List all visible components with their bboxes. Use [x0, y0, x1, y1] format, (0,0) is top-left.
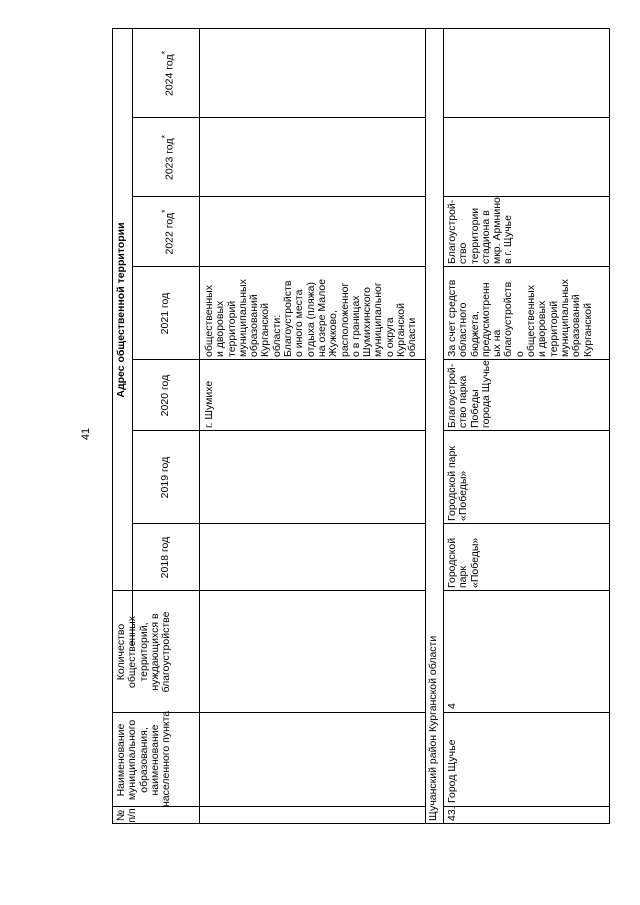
col-line [132, 430, 425, 431]
asterisk: * [160, 209, 170, 213]
address-group-divider [132, 28, 133, 646]
asterisk: * [160, 50, 170, 55]
row2-2022-cell: Благоустрой- ство территории стадиона в мкр. Армнино в г. Щучье [446, 197, 515, 264]
rotated-table [112, 28, 610, 824]
header-bottom-line [199, 28, 200, 824]
col-line [132, 196, 425, 197]
col-line [443, 430, 609, 431]
asterisk: * [160, 134, 170, 139]
row2-2021-cell: За счет средств областного бюджета, предусмотренн ых на благоустройств о общественных и дворовых территорий муниципальных образований Курганской [446, 279, 594, 357]
row2-count: 4 [446, 703, 458, 709]
col-line [443, 712, 609, 713]
table-border-bottom [609, 28, 610, 824]
col-line [132, 266, 425, 267]
col-line [443, 806, 609, 807]
col-line [132, 523, 425, 524]
row2-name: Город Щучье [446, 739, 458, 803]
header-year-2020: 2020 год [159, 374, 171, 417]
page-number: 41 [80, 427, 93, 441]
row2-num: 43. [446, 806, 458, 821]
col-line [132, 117, 425, 118]
row2-2018-cell: Городской парк «Победы» [446, 537, 481, 588]
header-year-2022: 2022 год* [160, 209, 176, 255]
section-bottom-line [443, 28, 444, 824]
row1-2020-cell: г. Шумихе [203, 380, 215, 428]
section-top-line [425, 28, 426, 824]
col-line [443, 590, 609, 591]
header-year-2023: 2023 год* [160, 134, 176, 181]
header-municipality: Наименование муниципального образования, наименование населенного пункта [115, 710, 173, 807]
header-num: № п/п [115, 808, 139, 823]
header-year-2019: 2019 год [159, 456, 171, 499]
header-year-2024: 2024 год* [160, 50, 176, 97]
col-line [443, 117, 609, 118]
table-border-top [112, 28, 113, 824]
section-title: Щучанский район Курганской области [427, 635, 439, 821]
row1-2021-cell: общественных и дворовых территорий муниципальных образований Курганской области: Благоустройств о иного места отдыха (пляжа) на озере Малое Жужково, расположенног о в границах Шумихинского муниципальног о округа Курганской области [203, 278, 419, 357]
row2-2019-cell: Городской парк «Победы» [446, 446, 470, 521]
header-address-group: Адрес общественной территории [115, 222, 127, 398]
col-line [443, 523, 609, 524]
table-border-left [112, 823, 610, 824]
col-line [443, 266, 609, 267]
header-count: Количество общественных территорий, нуждающихся в благоустройстве [115, 611, 173, 693]
table-border-right [112, 28, 610, 29]
row2-2020-cell: Благоустрой- ство парка Победы города Щучье [446, 360, 492, 428]
header-year-2021: 2021 год [159, 292, 171, 335]
header-year-2018: 2018 год [159, 536, 171, 579]
col-line [132, 359, 425, 360]
